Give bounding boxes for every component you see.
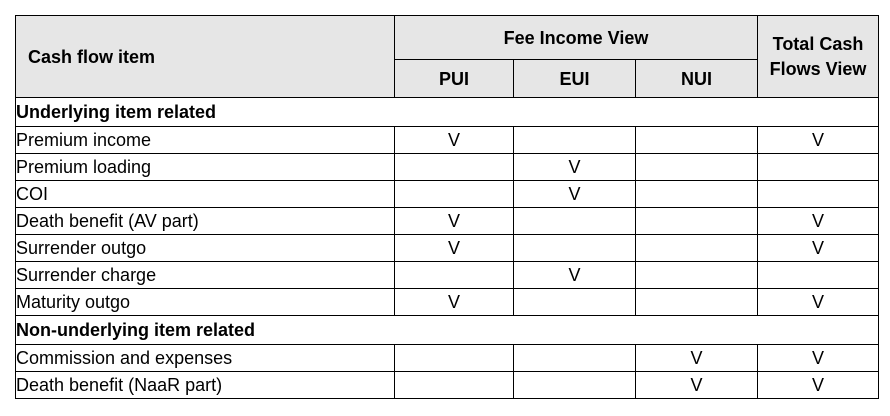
pui-cell	[395, 262, 514, 289]
section-title: Non-underlying item related	[16, 316, 879, 345]
nui-header: NUI	[636, 60, 758, 98]
total-cell: V	[758, 345, 879, 372]
total-cell: V	[758, 208, 879, 235]
eui-cell	[514, 345, 636, 372]
eui-header: EUI	[514, 60, 636, 98]
nui-cell	[636, 208, 758, 235]
eui-cell: V	[514, 262, 636, 289]
total-cell: V	[758, 289, 879, 316]
nui-cell: V	[636, 345, 758, 372]
eui-cell	[514, 372, 636, 399]
table-row	[16, 154, 879, 181]
table-row	[16, 181, 879, 208]
section-row	[16, 98, 879, 127]
table-row	[16, 345, 879, 372]
cash-flow-item-cell: COI	[16, 181, 395, 208]
header-row-top	[16, 16, 879, 60]
nui-cell	[636, 127, 758, 154]
table-row	[16, 289, 879, 316]
fee-income-view-header: Fee Income View	[395, 16, 758, 60]
table-row	[16, 235, 879, 262]
cash-flow-item-cell: Premium loading	[16, 154, 395, 181]
cash-flow-table	[15, 15, 879, 399]
nui-cell: V	[636, 372, 758, 399]
eui-cell	[514, 235, 636, 262]
eui-cell	[514, 127, 636, 154]
nui-cell	[636, 262, 758, 289]
eui-cell: V	[514, 181, 636, 208]
cash-flow-item-header: Cash flow item	[16, 16, 395, 98]
nui-cell	[636, 181, 758, 208]
table-body	[16, 98, 879, 399]
pui-cell: V	[395, 235, 514, 262]
total-cell: V	[758, 235, 879, 262]
nui-cell	[636, 289, 758, 316]
pui-cell: V	[395, 208, 514, 235]
cash-flow-item-cell: Commission and expenses	[16, 345, 395, 372]
pui-cell	[395, 372, 514, 399]
table-row	[16, 127, 879, 154]
pui-cell	[395, 181, 514, 208]
total-cell: V	[758, 372, 879, 399]
pui-cell	[395, 345, 514, 372]
total-cash-flows-view-header: Total Cash Flows View	[758, 16, 879, 98]
eui-cell	[514, 289, 636, 316]
pui-cell: V	[395, 127, 514, 154]
cash-flow-item-cell: Death benefit (AV part)	[16, 208, 395, 235]
cash-flow-item-cell: Maturity outgo	[16, 289, 395, 316]
section-row	[16, 316, 879, 345]
pui-cell: V	[395, 289, 514, 316]
total-cell	[758, 262, 879, 289]
cash-flow-item-cell: Death benefit (NaaR part)	[16, 372, 395, 399]
nui-cell	[636, 154, 758, 181]
cash-flow-item-cell: Surrender outgo	[16, 235, 395, 262]
table-row	[16, 262, 879, 289]
eui-cell	[514, 208, 636, 235]
pui-header: PUI	[395, 60, 514, 98]
section-title: Underlying item related	[16, 98, 879, 127]
total-cell	[758, 154, 879, 181]
cash-flow-item-cell: Surrender charge	[16, 262, 395, 289]
total-cell	[758, 181, 879, 208]
table-header	[16, 16, 879, 98]
table-row	[16, 372, 879, 399]
nui-cell	[636, 235, 758, 262]
cash-flow-item-cell: Premium income	[16, 127, 395, 154]
table-row	[16, 208, 879, 235]
total-cell: V	[758, 127, 879, 154]
pui-cell	[395, 154, 514, 181]
eui-cell: V	[514, 154, 636, 181]
